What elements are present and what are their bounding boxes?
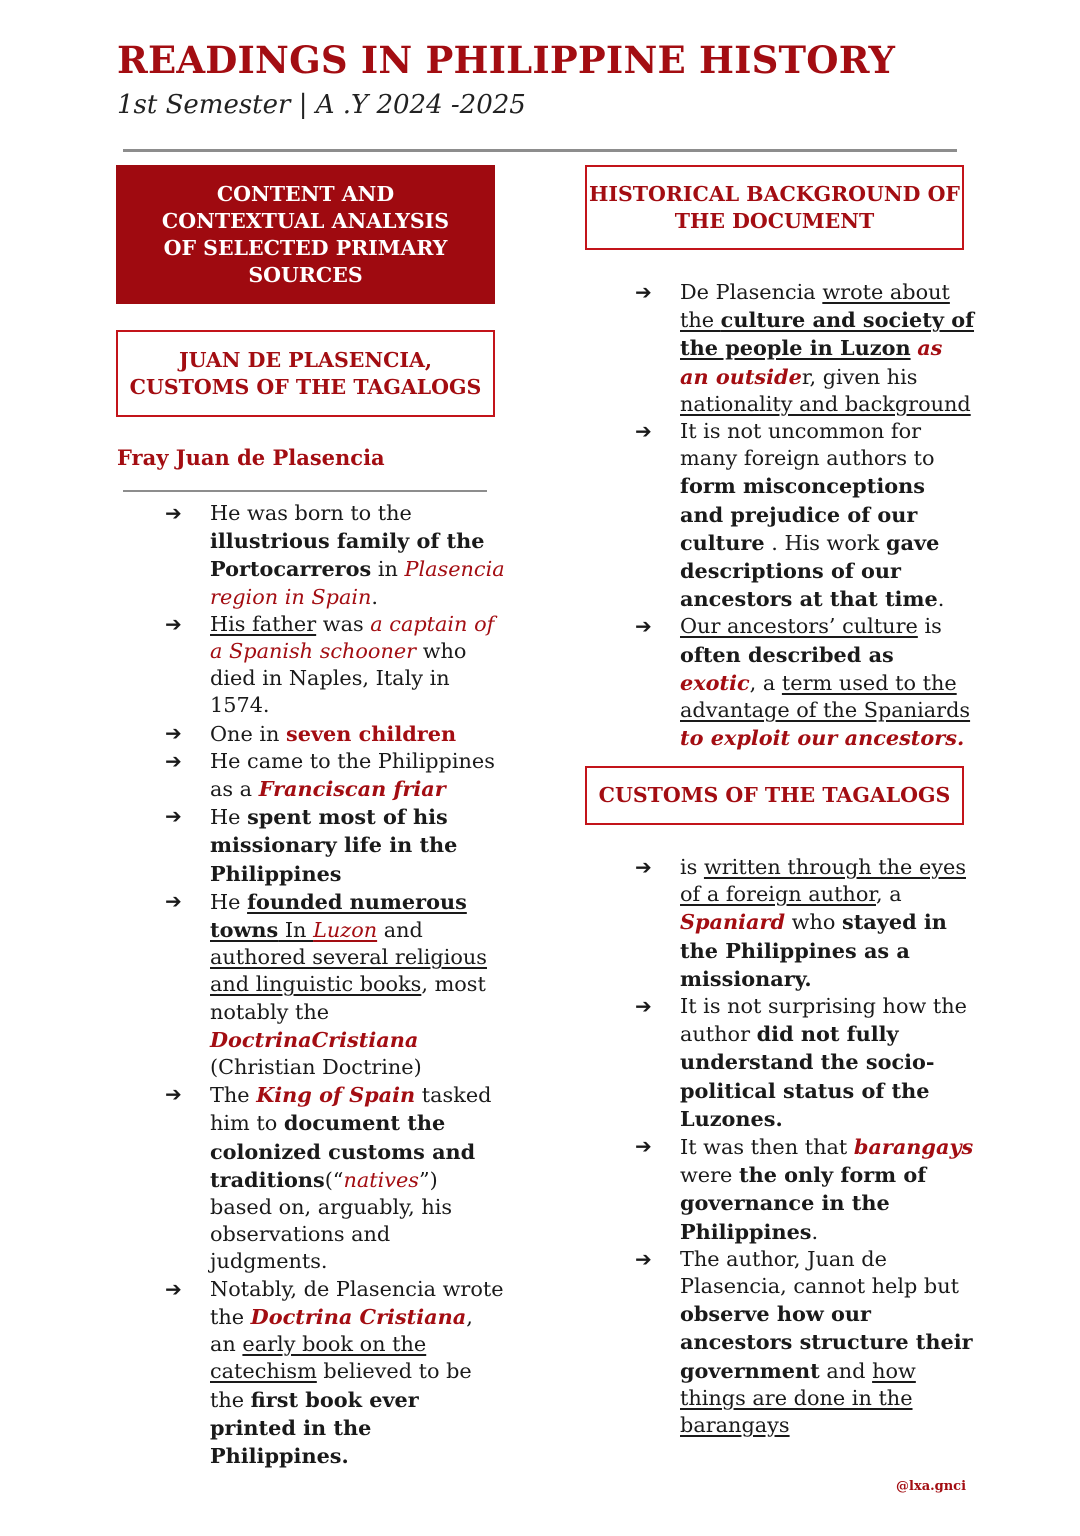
bullet-text: is <box>680 855 704 879</box>
bullet-text: is <box>917 614 942 639</box>
bullet-text: Our ancestors’ culture <box>680 614 918 639</box>
customs-heading-box <box>585 766 964 825</box>
arrow-bullet-icon: ➔ <box>635 419 652 444</box>
header-divider <box>123 149 957 152</box>
bullet-text: believed to be the <box>210 1359 472 1412</box>
topic-heading-line: CUSTOMS OF THE TAGALOGS <box>129 374 482 399</box>
bullet-text: culture and society of the people in Luzon <box>680 307 975 361</box>
bullet-text: how things are done in the barangays <box>680 1358 916 1438</box>
bullet-text: He <box>210 889 248 914</box>
bullet-text: Spaniard <box>680 909 786 935</box>
bullet-text: a captain of a Spanish schooner <box>210 611 495 664</box>
historical-heading-line: THE DOCUMENT <box>674 208 875 233</box>
bullet-text: . <box>371 584 379 609</box>
bullet-text: He <box>210 805 248 830</box>
bullet-text: spent most of his missionary life in the Philippines <box>210 804 458 886</box>
bullet-text: did not fully understand the socio-political status of the Luzones. <box>680 1021 935 1131</box>
arrow-bullet-icon: ➔ <box>635 1134 652 1159</box>
bullet-text: DoctrinaCristiana <box>210 1026 419 1052</box>
arrow-bullet-icon: ➔ <box>165 1276 182 1301</box>
bullet-text: He was born to the <box>210 501 412 525</box>
arrow-bullet-icon: ➔ <box>635 280 652 304</box>
bullet-text: The <box>210 1083 257 1108</box>
footer-handle: @lxa.gnci <box>896 1479 967 1494</box>
bullet-item <box>165 611 505 720</box>
section-heading-box <box>116 165 495 304</box>
bullet-text: It was then that <box>680 1135 854 1160</box>
bullet-item <box>635 613 975 752</box>
bullet-text: In <box>278 918 314 943</box>
bullet-item <box>165 803 505 888</box>
customs-heading-text: CUSTOMS OF THE TAGALOGS <box>598 783 951 807</box>
bullet-text: often described as <box>680 641 894 667</box>
bullet-text: founded numerous towns <box>210 888 467 943</box>
arrow-bullet-icon: ➔ <box>165 501 182 525</box>
bullet-text: term used to the advantage of the Spaniards <box>680 670 971 723</box>
arrow-bullet-icon: ➔ <box>635 994 652 1019</box>
bullet-text: gave descriptions of our ancestors at that time <box>680 529 940 612</box>
bullet-text: (Christian Doctrine) <box>210 1055 422 1080</box>
customs-bullet-list <box>635 854 975 1439</box>
bullet-text: exotic <box>680 669 750 695</box>
bullet-text: who died in Naples, Italy in 1574. <box>210 639 467 718</box>
page-title: READINGS IN PHILIPPINE HISTORY <box>117 38 896 82</box>
author-bullet-list <box>165 500 505 1470</box>
bullet-text: in <box>371 557 405 582</box>
arrow-bullet-icon: ➔ <box>165 1082 182 1107</box>
subheading-divider <box>123 490 487 492</box>
bullet-text: as an outside <box>680 335 943 389</box>
bullet-text: ”) based on, arguably, his observations and judgments. <box>210 1167 453 1274</box>
bullet-item <box>165 1081 505 1275</box>
topic-heading-line: JUAN DE PLASENCIA, <box>178 347 433 372</box>
bullet-text: , a <box>876 882 902 907</box>
bullet-text: and <box>377 918 423 943</box>
arrow-bullet-icon: ➔ <box>165 748 182 773</box>
bullet-text: , an <box>210 1304 473 1357</box>
bullet-text: authored several religious and linguistic books <box>210 945 487 997</box>
bullet-text: tasked him to <box>210 1083 492 1136</box>
bullet-text: It is not surprising how the author <box>680 994 967 1047</box>
bullet-item <box>635 1246 975 1439</box>
bullet-text: early book on the catechism <box>210 1332 427 1384</box>
bullet-text: . His work <box>764 530 886 555</box>
bullet-text: , most notably the <box>210 972 486 1024</box>
bullet-text: nationality and background <box>680 391 971 416</box>
bullet-text: . <box>937 587 945 612</box>
bullet-text: Luzon <box>313 918 378 943</box>
bullet-text: Franciscan friar <box>258 776 446 802</box>
bullet-text: (“ <box>324 1167 344 1192</box>
bullet-item <box>165 500 505 611</box>
bullet-item <box>165 888 505 1081</box>
historical-background-box <box>585 165 964 250</box>
bullet-item <box>635 1133 975 1246</box>
bullet-text: written through the eyes of a foreign author <box>680 855 966 907</box>
bullet-text: It is not uncommon for many foreign authors to <box>680 419 935 471</box>
section-heading-text: CONTENT AND CONTEXTUAL ANALYSIS OF SELECTED PRIMARY SOURCES <box>161 181 450 287</box>
arrow-bullet-icon: ➔ <box>635 614 652 639</box>
bullet-text: illustrious family of the Portocarreros <box>210 528 485 582</box>
bullet-text: the only form of governance in the Philippines <box>680 1162 927 1244</box>
bullet-text: Notably, de Plasencia wrote the <box>210 1276 504 1329</box>
bullet-text: r, given his <box>801 364 918 389</box>
bullet-text: King of Spain <box>256 1082 416 1108</box>
arrow-bullet-icon: ➔ <box>165 611 182 636</box>
bullet-text: form misconceptions and prejudice of our culture <box>680 473 925 555</box>
bullet-item <box>635 418 975 613</box>
bullet-text: natives <box>343 1167 419 1192</box>
bullet-text: One in <box>210 721 287 746</box>
bullet-text: barangays <box>853 1134 974 1160</box>
bullet-text: was <box>316 611 371 636</box>
page-subtitle: 1st Semester | A .Y 2024 -2025 <box>117 90 526 120</box>
historical-bullet-list <box>635 279 975 752</box>
bullet-text: first book ever printed in the Philippines. <box>210 1386 419 1468</box>
arrow-bullet-icon: ➔ <box>165 804 182 829</box>
arrow-bullet-icon: ➔ <box>165 888 182 913</box>
topic-heading-box <box>116 330 495 417</box>
bullet-text: Plasencia region in Spain <box>210 557 505 609</box>
bullet-text: , a <box>749 670 782 695</box>
bullet-text: stayed in the Philippines as a missionary. <box>680 909 947 991</box>
bullet-text: and <box>819 1358 873 1383</box>
bullet-text: wrote about the <box>680 280 950 333</box>
bullet-text: document the colonized customs and traditions <box>210 1110 476 1192</box>
bullet-text: were <box>680 1163 739 1188</box>
bullet-text: observe how our ancestors structure their government <box>680 1301 973 1383</box>
bullet-text: Doctrina Cristiana <box>250 1303 467 1329</box>
bullet-item <box>165 720 505 748</box>
arrow-bullet-icon: ➔ <box>635 1246 652 1271</box>
historical-heading-line: HISTORICAL BACKGROUND OF <box>589 181 960 206</box>
author-subheading: Fray Juan de Plasencia <box>117 445 385 470</box>
bullet-text: seven children <box>286 720 457 746</box>
bullet-text: He came to the Philippines as a <box>210 748 495 802</box>
bullet-text: to exploit our ancestors. <box>680 725 965 751</box>
bullet-text: who <box>785 910 842 935</box>
arrow-bullet-icon: ➔ <box>635 855 652 879</box>
bullet-item <box>635 993 975 1133</box>
bullet-item <box>165 748 505 803</box>
bullet-text: . <box>811 1219 819 1244</box>
bullet-item <box>635 279 975 418</box>
bullet-item <box>165 1276 505 1470</box>
arrow-bullet-icon: ➔ <box>165 720 182 745</box>
bullet-item <box>635 854 975 993</box>
bullet-text: His father <box>210 611 317 636</box>
bullet-text: The author, Juan de Plasencia, cannot help but <box>680 1246 960 1299</box>
bullet-text: De Plasencia <box>680 280 823 304</box>
